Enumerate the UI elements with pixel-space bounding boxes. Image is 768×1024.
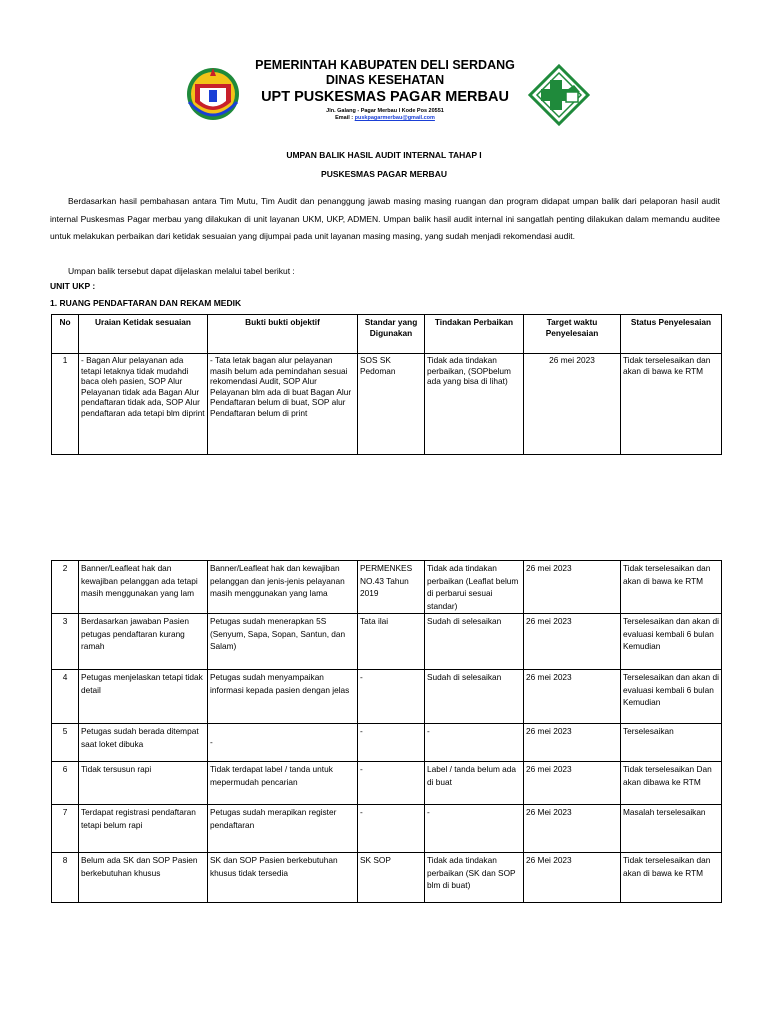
cell-uraian: Petugas sudah berada ditempat saat loket dibuka xyxy=(79,724,208,762)
table-intro: Umpan balik tersebut dapat dijelaskan melalui tabel berikut : xyxy=(68,266,295,276)
cell-tindakan: Sudah di selesaikan xyxy=(425,614,524,670)
cell-uraian: Tidak tersusun rapi xyxy=(79,762,208,805)
audit-table-part1 xyxy=(51,314,722,455)
cell-standar: - xyxy=(358,805,425,853)
cell-standar: - xyxy=(358,670,425,724)
cell-target: 26 mei 2023 xyxy=(524,762,621,805)
cell-target: 26 mei 2023 xyxy=(524,614,621,670)
email-link[interactable]: puskpagarmerbau@gmail.com xyxy=(354,115,435,121)
cell-status: Tidak terselesaikan Dan akan dibawa ke RTM xyxy=(621,762,722,805)
cell-target: 26 mei 2023 xyxy=(524,561,621,614)
header-status: Status Penyelesaian xyxy=(621,315,722,354)
cell-target: 26 mei 2023 xyxy=(524,354,621,455)
cell-target: 26 Mei 2023 xyxy=(524,853,621,903)
table-row xyxy=(52,805,722,853)
deli-serdang-seal-icon xyxy=(183,62,243,128)
cell-bukti: Petugas sudah merapikan register pendaftaran xyxy=(208,805,358,853)
cell-no: 5 xyxy=(52,724,79,762)
cell-tindakan: Tidak ada tindakan perbaikan (SK dan SOP blm di buat) xyxy=(425,853,524,903)
cell-tindakan: - xyxy=(425,724,524,762)
document-subtitle: PUSKESMAS PAGAR MERBAU xyxy=(321,169,447,179)
section-title: 1. RUANG PENDAFTARAN DAN REKAM MEDIK xyxy=(50,298,242,308)
cell-target: 26 Mei 2023 xyxy=(524,805,621,853)
cell-standar: SK SOP xyxy=(358,853,425,903)
cell-status: Terselesaikan dan akan di evaluasi kembali 6 bulan Kemudian xyxy=(621,614,722,670)
cell-bukti: Petugas sudah menyampaikan informasi kepada pasien dengan jelas xyxy=(208,670,358,724)
cell-target: 26 mei 2023 xyxy=(524,724,621,762)
cell-bukti: Tidak terdapat label / tanda untuk mepermudah pencarian xyxy=(208,762,358,805)
cell-status: Terselesaikan dan akan di evaluasi kembali 6 bulan Kemudian xyxy=(621,670,722,724)
cell-status: Masalah terselesaikan xyxy=(621,805,722,853)
letterhead xyxy=(0,52,768,132)
intro-paragraph: Berdasarkan hasil pembahasan antara Tim Mutu, Tim Audit dan penanggung jawab masing masing ruangan dan program didapat umpan balik dari pelaporan hasil audit internal Puskesmas Pagar merbau yang dilakukan di unit layanan UKM, UKP, ADMEN. Umpan balik hasil audit internal ini sangatlah penting dilakukan dalam memandu auditee untuk melakukan perbaikan dari ketidak sesuaian yang dijumpai pada unit layanan masing masing, yang sudah menjadi rekomendasi audit. xyxy=(50,196,720,241)
cell-standar: Tata ilai xyxy=(358,614,425,670)
table-header-row xyxy=(52,315,722,354)
table-row xyxy=(52,561,722,614)
table-row xyxy=(52,354,722,455)
cell-bukti: - Tata letak bagan alur pelayanan masih belum ada pemindahan sesuai rekomendasi Audit, SOP Alur Pelayanan blm ada di buat Bagan Alur Pendaftaran belum di buat, SOP alur Pendaftaran belum di print xyxy=(208,354,358,455)
address: Jln. Galang - Pagar Merbau I Kode Pos 20551 xyxy=(326,108,444,114)
header-target: Target waktu Penyelesaian xyxy=(524,315,621,354)
table-row xyxy=(52,724,722,762)
table-row xyxy=(52,614,722,670)
cell-bukti: SK dan SOP Pasien berkebutuhan khusus tidak tersedia xyxy=(208,853,358,903)
email-label: Email : xyxy=(335,115,355,121)
table-row xyxy=(52,762,722,805)
cell-uraian: Banner/Leafleat hak dan kewajiban pelanggan ada tetapi masih menggunakan yang lam xyxy=(79,561,208,614)
cell-tindakan: Tidak ada tindakan perbaikan, (SOPbelum ada yang bisa di lihat) xyxy=(425,354,524,455)
cell-tindakan: Tidak ada tindakan perbaikan (Leaflat belum di perbarui sesuai standar) xyxy=(425,561,524,614)
cell-tindakan: - xyxy=(425,805,524,853)
cell-standar: SOS SK Pedoman xyxy=(358,354,425,455)
cell-no: 1 xyxy=(52,354,79,455)
unit-label: UNIT UKP : xyxy=(50,281,96,291)
cell-tindakan: Label / tanda belum ada di buat xyxy=(425,762,524,805)
cell-target: 26 mei 2023 xyxy=(524,670,621,724)
cell-uraian: Terdapat registrasi pendaftaran tetapi belum rapi xyxy=(79,805,208,853)
cell-status: Tidak terselesaikan dan akan di bawa ke RTM xyxy=(621,354,722,455)
cell-standar: - xyxy=(358,724,425,762)
audit-table-part2 xyxy=(51,560,722,903)
header-standar: Standar yang Digunakan xyxy=(358,315,425,354)
cell-uraian: Petugas menjelaskan tetapi tidak detail xyxy=(79,670,208,724)
cell-status: Tidak terselesaikan dan akan di bawa ke RTM xyxy=(621,853,722,903)
document-title: UMPAN BALIK HASIL AUDIT INTERNAL TAHAP I xyxy=(286,150,482,160)
cell-no: 3 xyxy=(52,614,79,670)
cell-bukti: - xyxy=(208,724,358,762)
cell-no: 8 xyxy=(52,853,79,903)
header-bukti: Bukti bukti objektif xyxy=(208,315,358,354)
cell-uraian: - Bagan Alur pelayanan ada tetapi letaknya tidak mudahdi baca oleh pasien, SOP Alur Pelayanan tidak ada Bagan Alur pendaftaran tidak ada, SOP Alur pendaftaran ada tetapi blm diprint xyxy=(79,354,208,455)
department-name: DINAS KESEHATAN xyxy=(325,73,445,87)
cell-status: Terselesaikan xyxy=(621,724,722,762)
cell-uraian: Belum ada SK dan SOP Pasien berkebutuhan khusus xyxy=(79,853,208,903)
cell-no: 6 xyxy=(52,762,79,805)
cell-no: 7 xyxy=(52,805,79,853)
table-row xyxy=(52,853,722,903)
government-name: PEMERINTAH KABUPATEN DELI SERDANG xyxy=(255,58,515,72)
cell-uraian: Berdasarkan jawaban Pasien petugas pendaftaran kurang ramah xyxy=(79,614,208,670)
cell-status: Tidak terselesaikan dan akan di bawa ke RTM xyxy=(621,561,722,614)
cell-standar: - xyxy=(358,762,425,805)
cell-tindakan: Sudah di selesaikan xyxy=(425,670,524,724)
email-line xyxy=(240,115,530,122)
puskesmas-logo-icon xyxy=(528,64,590,126)
cell-bukti: Petugas sudah menerapkan 5S (Senyum, Sapa, Sopan, Santun, dan Salam) xyxy=(208,614,358,670)
puskesmas-name: UPT PUSKESMAS PAGAR MERBAU xyxy=(261,89,509,105)
cell-no: 2 xyxy=(52,561,79,614)
header-tindakan: Tindakan Perbaikan xyxy=(425,315,524,354)
header-no: No xyxy=(52,315,79,354)
cell-bukti: Banner/Leafleat hak dan kewajiban pelanggan dan jenis-jenis pelayanan masih menggunakan yang lama xyxy=(208,561,358,614)
header-uraian: Uraian Ketidak sesuaian xyxy=(79,315,208,354)
table-row xyxy=(52,670,722,724)
cell-no: 4 xyxy=(52,670,79,724)
cell-standar: PERMENKES NO.43 Tahun 2019 xyxy=(358,561,425,614)
